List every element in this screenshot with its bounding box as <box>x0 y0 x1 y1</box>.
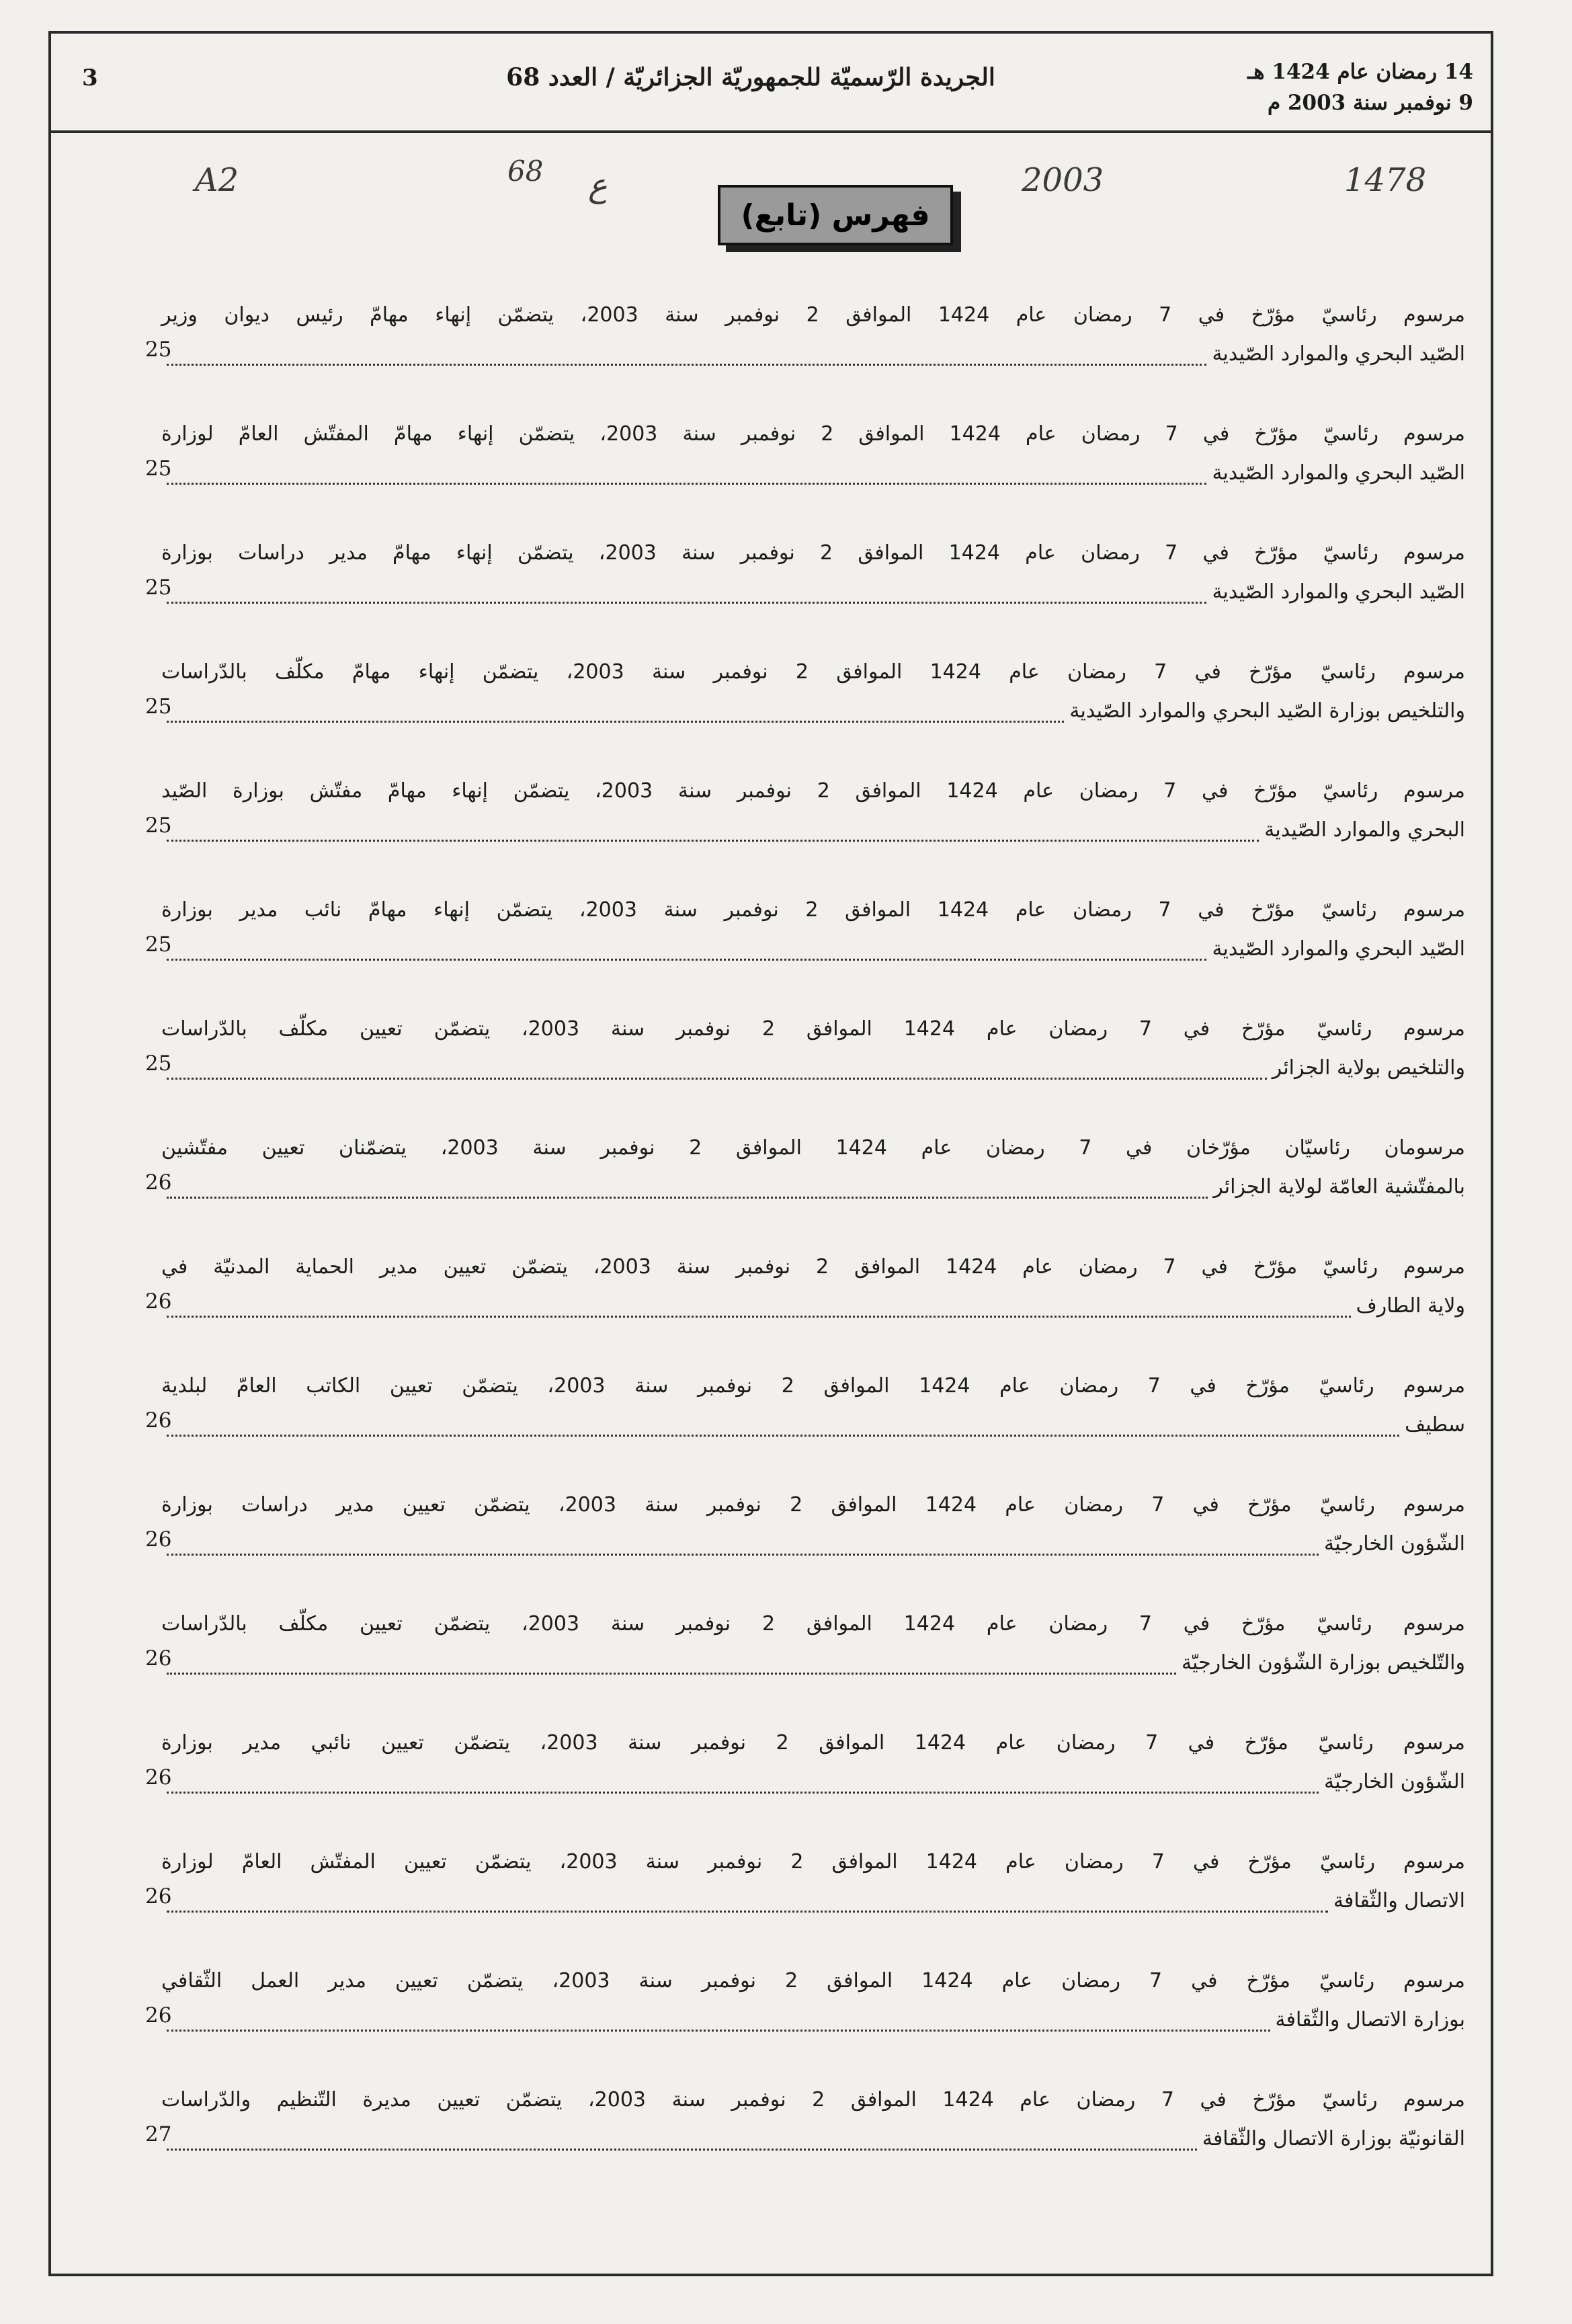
entry-continuation-line <box>161 2001 1465 2040</box>
entry-continuation-line <box>161 1644 1465 1683</box>
dot-leader <box>167 1295 1351 1318</box>
entry-continuation-text: الشّؤون الخارجيّة <box>1324 1770 1465 1794</box>
entry-continuation-text: الشّؤون الخارجيّة <box>1324 1532 1465 1556</box>
entry-continuation-text: ولاية الطارف <box>1356 1294 1465 1318</box>
entry-page-number: 25 <box>145 932 172 957</box>
index-entry <box>145 1843 1465 1962</box>
entry-continuation-line <box>161 692 1465 731</box>
dot-leader <box>167 819 1259 842</box>
entry-continuation-line <box>161 2120 1465 2159</box>
entry-continuation-text: البحري والموارد الصّيدية <box>1264 818 1465 842</box>
entry-continuation-text: القانونيّة بوزارة الاتصال والثّقافة <box>1202 2127 1465 2151</box>
entry-page-number: 26 <box>145 1289 172 1314</box>
index-entry <box>145 1486 1465 1605</box>
header-title: الجريدة الرّسميّة للجمهوريّة الجزائريّة / العدد 68 <box>506 63 995 91</box>
entry-title-line: مرسوم رئاسيّ مؤرّخ في 7 رمضان عام 1424 الموافق 2 نوفمبر سنة 2003، يتضمّن تعيين مكلّف بالدّراسات <box>161 1017 1465 1041</box>
entry-page-number: 26 <box>145 1884 172 1909</box>
entry-page-number: 25 <box>145 337 172 362</box>
entry-page-number: 26 <box>145 2003 172 2028</box>
entry-title-line: مرسوم رئاسيّ مؤرّخ في 7 رمضان عام 1424 الموافق 2 نوفمبر سنة 2003، يتضمّن تعيين الكاتب العامّ لبلدية <box>161 1374 1466 1398</box>
entry-continuation-text: والتلخيص بولاية الجزائر <box>1272 1056 1465 1080</box>
dot-leader <box>167 463 1206 485</box>
entry-continuation-line <box>161 811 1465 850</box>
entry-continuation-line <box>161 1287 1465 1326</box>
index-entry <box>145 653 1465 772</box>
dot-leader <box>167 1176 1208 1199</box>
entry-continuation-text: بوزارة الاتصال والثّقافة <box>1275 2008 1465 2032</box>
dot-leader <box>167 938 1206 961</box>
entry-continuation-text: والتّلخيص بوزارة الشّؤون الخارجيّة <box>1181 1651 1465 1675</box>
dot-leader <box>167 1057 1267 1080</box>
entry-title-line: مرسوم رئاسيّ مؤرّخ في 7 رمضان عام 1424 الموافق 2 نوفمبر سنة 2003، يتضمّن إنهاء مهامّ مفتّش بوزارة الصّيد <box>161 779 1465 803</box>
entry-continuation-text: سطيف <box>1405 1413 1465 1437</box>
index-title: فهرس (تابع) <box>718 185 953 245</box>
dot-leader <box>167 700 1064 723</box>
handwritten-note-letter: ع <box>588 167 608 204</box>
entry-title-line: مرسوم رئاسيّ مؤرّخ في 7 رمضان عام 1424 الموافق 2 نوفمبر سنة 2003، يتضمّن إنهاء مهامّ المفتّش العامّ لوزارة <box>161 422 1465 446</box>
entry-page-number: 26 <box>145 1527 172 1552</box>
dot-leader <box>167 344 1206 366</box>
header-date-gregorian: 9 نوفمبر سنة 2003 م <box>1267 91 1473 115</box>
entry-page-number: 25 <box>145 813 172 838</box>
entry-continuation-text: الصّيد البحري والموارد الصّيدية <box>1212 342 1465 366</box>
entry-title-line: مرسوم رئاسيّ مؤرّخ في 7 رمضان عام 1424 الموافق 2 نوفمبر سنة 2003، يتضمّن إنهاء مهامّ نائب مدير بوزارة <box>161 898 1466 922</box>
entry-page-number: 26 <box>145 1765 172 1790</box>
index-entry <box>145 1724 1465 1843</box>
index-entry <box>145 534 1465 653</box>
entry-continuation-line <box>161 1049 1465 1088</box>
entry-continuation-line <box>161 454 1465 493</box>
dot-leader <box>167 2128 1197 2151</box>
header-date <box>1164 56 1473 118</box>
entry-continuation-line <box>161 1882 1465 1921</box>
entry-title-line: مرسوم رئاسيّ مؤرّخ في 7 رمضان عام 1424 الموافق 2 نوفمبر سنة 2003، يتضمّن تعيين المفتّش العامّ لوزارة <box>161 1850 1465 1874</box>
entry-continuation-text: والتلخيص بوزارة الصّيد البحري والموارد الصّيدية <box>1069 699 1465 723</box>
entry-title-line: مرسوم رئاسيّ مؤرّخ في 7 رمضان عام 1424 الموافق 2 نوفمبر سنة 2003، يتضمّن تعيين مدير العمل الثّقافي <box>161 1969 1465 1993</box>
index-entries <box>145 296 1466 2200</box>
entry-page-number: 26 <box>145 1170 172 1195</box>
entry-title-line: مرسوم رئاسيّ مؤرّخ في 7 رمضان عام 1424 الموافق 2 نوفمبر سنة 2003، يتضمّن تعيين مدير دراسات بوزارة <box>161 1493 1465 1517</box>
entry-title-line: مرسوم رئاسيّ مؤرّخ في 7 رمضان عام 1424 الموافق 2 نوفمبر سنة 2003، يتضمّن إنهاء مهامّ مدير دراسات بوزارة <box>161 541 1465 565</box>
index-entry <box>145 772 1465 891</box>
gazette-header <box>48 31 1493 133</box>
dot-leader <box>167 582 1206 604</box>
entry-title-line: مرسوم رئاسيّ مؤرّخ في 7 رمضان عام 1424 الموافق 2 نوفمبر سنة 2003، يتضمّن إنهاء مهامّ مكلّف بالدّراسات <box>161 660 1465 684</box>
entry-title-line: مرسوم رئاسيّ مؤرّخ في 7 رمضان عام 1424 الموافق 2 نوفمبر سنة 2003، يتضمّن تعيين مدير الحماية المدنيّة في <box>161 1255 1465 1279</box>
index-entry <box>145 2081 1465 2200</box>
entry-page-number: 26 <box>145 1646 172 1671</box>
entry-page-number: 25 <box>145 694 172 719</box>
entry-title-line: مرسوم رئاسيّ مؤرّخ في 7 رمضان عام 1424 الموافق 2 نوفمبر سنة 2003، يتضمّن تعيين نائبي مدير بوزارة <box>161 1731 1465 1755</box>
entry-title-line: مرسوم رئاسيّ مؤرّخ في 7 رمضان عام 1424 الموافق 2 نوفمبر سنة 2003، يتضمّن تعيين مديرة التّنظيم والدّراسات <box>161 2088 1465 2112</box>
index-entry <box>145 1010 1465 1129</box>
handwritten-note-number: 1478 <box>1344 161 1427 199</box>
index-entry <box>145 1605 1465 1724</box>
dot-leader <box>167 1771 1319 1794</box>
entry-continuation-text: بالمفتّشية العامّة لولاية الجزائر <box>1213 1175 1465 1199</box>
entry-continuation-line <box>161 1525 1465 1564</box>
entry-page-number: 26 <box>145 1408 172 1433</box>
entry-page-number: 27 <box>145 2122 172 2147</box>
entry-continuation-text: الصّيد البحري والموارد الصّيدية <box>1212 580 1465 604</box>
entry-page-number: 25 <box>145 456 172 481</box>
page-number: 3 <box>82 65 98 91</box>
entry-continuation-text: الصّيد البحري والموارد الصّيدية <box>1212 461 1465 485</box>
entry-title-line: مرسومان رئاسيّان مؤرّخان في 7 رمضان عام 1424 الموافق 2 نوفمبر سنة 2003، يتضمّنان تعيين مفتّشين <box>161 1136 1465 1160</box>
entry-continuation-line <box>161 1168 1465 1207</box>
entry-title-line: مرسوم رئاسيّ مؤرّخ في 7 رمضان عام 1424 الموافق 2 نوفمبر سنة 2003، يتضمّن تعيين مكلّف بالدّراسات <box>161 1612 1465 1636</box>
dot-leader <box>167 2009 1270 2032</box>
entry-page-number: 25 <box>145 575 172 600</box>
entry-page-number: 25 <box>145 1051 172 1076</box>
dot-leader <box>167 1414 1399 1437</box>
dot-leader <box>167 1652 1176 1675</box>
index-entry <box>145 1248 1465 1367</box>
entry-continuation-line <box>161 335 1465 374</box>
index-entry <box>145 1367 1466 1486</box>
dot-leader <box>167 1890 1328 1913</box>
handwritten-note-68: 68 <box>507 155 544 188</box>
entry-continuation-text: الاتصال والثّقافة <box>1333 1889 1465 1913</box>
index-entry <box>145 1962 1465 2081</box>
entry-continuation-line <box>161 573 1465 612</box>
dot-leader <box>167 1533 1319 1556</box>
index-entry <box>145 891 1466 1010</box>
index-entry <box>145 296 1465 415</box>
handwritten-note-year: 2003 <box>1022 161 1104 199</box>
entry-continuation-text: الصّيد البحري والموارد الصّيدية <box>1212 937 1465 961</box>
entry-title-line: مرسوم رئاسيّ مؤرّخ في 7 رمضان عام 1424 الموافق 2 نوفمبر سنة 2003، يتضمّن إنهاء مهامّ رئيس ديوان وزير <box>161 303 1465 327</box>
entry-continuation-line <box>161 1406 1465 1445</box>
header-date-hijri: 14 رمضان عام 1424 هـ <box>1247 60 1473 84</box>
index-entry <box>145 1129 1465 1248</box>
entry-continuation-line <box>161 1763 1465 1802</box>
handwritten-note-a2: A2 <box>195 161 239 199</box>
entry-continuation-line <box>161 930 1465 969</box>
index-entry <box>145 415 1465 534</box>
